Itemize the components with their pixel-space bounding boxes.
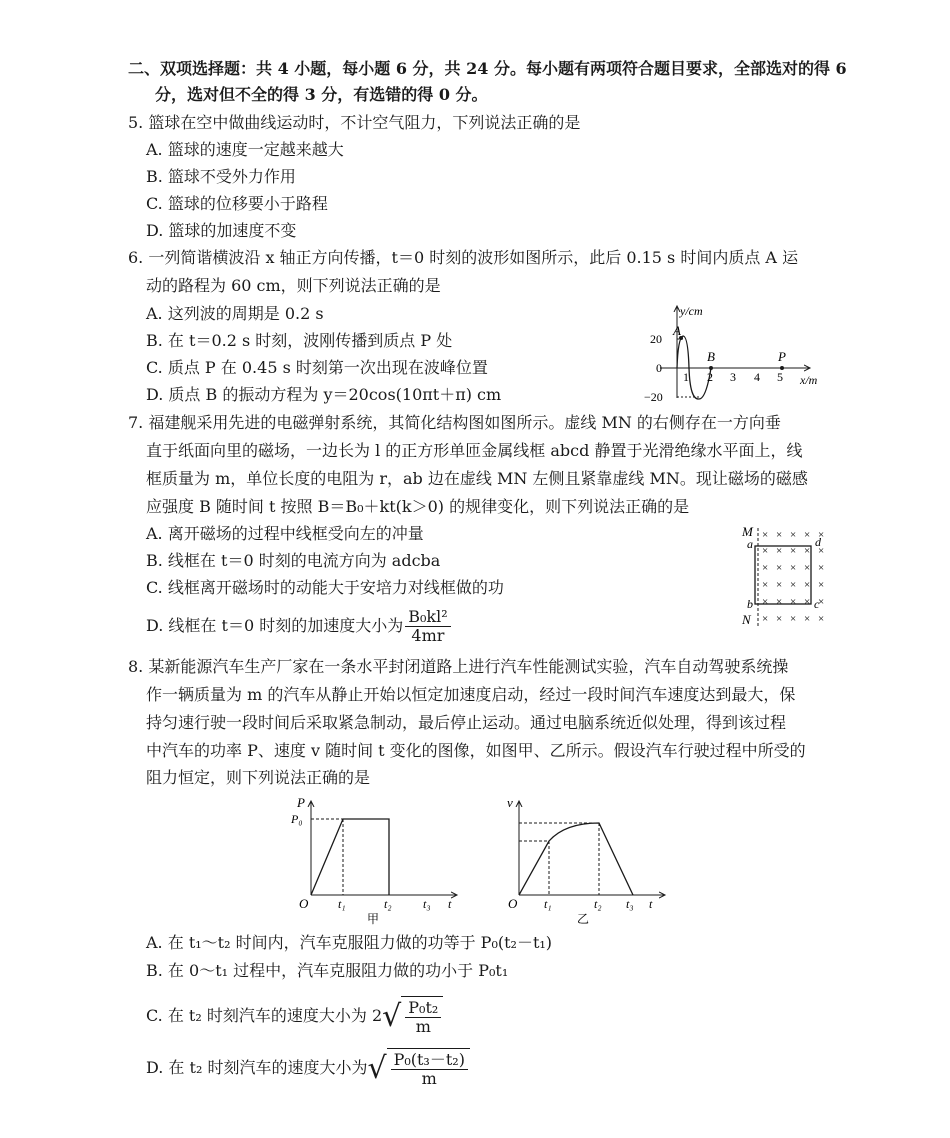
q6-ytick-neg20: −20 [644,390,663,404]
q7-label-c: c [814,597,820,611]
q8-stem-line4: 中汽车的功率 P、速度 v 随时间 t 变化的图像，如图甲、乙所示。假设汽车行驶过程中所受的 [146,741,806,760]
yi-t2-label: t₂ [594,897,602,911]
yi-origin: O [508,896,518,911]
q8-option-d [146,1048,470,1089]
q8-stem-line5: 阻力恒定，则下列说法正确的是 [146,768,371,787]
q8-option-d-denominator: m [421,1069,437,1088]
q7-option-d-prefix: D. 线框在 t＝0 时刻的加速度大小为 [146,616,404,635]
q7-stem-line3: 框质量为 m，单位长度的电阻为 r，ab 边在虚线 MN 左侧且紧靠虚线 MN。现让磁场的磁感 [146,469,808,488]
field-cross-mark: × [804,562,811,574]
q7-stem-line2: 直于纸面向里的磁场，一边长为 l 的正方形单匝金属线框 abcd 静置于光滑绝缘水平面上，线 [146,441,803,460]
field-cross-mark: × [762,613,769,625]
yi-velocity-curve [519,823,633,895]
q6-stem-line2: 动的路程为 60 cm，则下列说法正确的是 [146,276,441,295]
q6-xtick-4: 4 [754,370,760,384]
field-cross-mark: × [804,613,811,625]
q8-option-c-fraction [405,999,441,1036]
q6-xlabel: x/m [800,373,818,387]
jia-t2-label: t₂ [384,897,392,911]
q7-label-b: b [747,597,753,611]
field-cross-mark: × [818,562,825,574]
jia-power-curve [311,819,389,895]
q7-label-n: N [742,612,751,627]
section-header-line1: 二、双项选择题：共 4 小题，每小题 6 分，共 24 分。每小题有两项符合题目要求，全部选对的得 6 [128,59,847,78]
field-cross-mark: × [762,529,769,541]
q5-option-a: A. 篮球的速度一定越来越大 [146,140,344,159]
q7-stem-line4: 应强度 B 随时间 t 按照 B＝B₀＋kt(k＞0) 的规律变化，则下列说法正确的是 [146,497,690,516]
field-cross-mark: × [776,579,783,591]
q5-option-b: B. 篮球不受外力作用 [146,167,296,186]
q7-option-d-numerator: B₀kl² [405,608,450,627]
field-cross-mark: × [790,562,797,574]
q6-stem-line1: 6. 一列简谐横波沿 x 轴正方向传播，t＝0 时刻的波形如图所示，此后 0.15 s 时间内质点 A 运 [128,248,799,267]
yi-t1-label: t₁ [544,897,552,911]
q6-origin: 0 [656,361,662,375]
q6-xtick-3: 3 [730,370,736,384]
field-cross-mark: × [790,613,797,625]
jia-y-label: P [297,795,305,810]
q8-option-b: B. 在 0～t₁ 过程中，汽车克服阻力做的功小于 P₀t₁ [146,961,509,980]
q5-option-c: C. 篮球的位移要小于路程 [146,194,328,213]
q5-stem: 5. 篮球在空中做曲线运动时，不计空气阻力，下列说法正确的是 [128,113,581,132]
q6-ylabel: y/cm [680,304,703,318]
q6-label-b: B [707,349,715,364]
field-cross-mark: × [776,613,783,625]
field-cross-mark: × [818,613,825,625]
jia-caption: 甲 [367,912,380,925]
q8-option-d-sqrt: √ $\frac{\text{P₀(t₃－t₂)}}{m}$ [367,1048,469,1089]
yi-t-label: t [649,897,653,911]
q8-option-c-sqrt: √ $\frac{\text{P₀t₂}}{m}$ [382,996,443,1037]
q7-field-figure [738,524,838,630]
field-cross-mark: × [804,529,811,541]
q7-option-d [146,608,453,645]
field-cross-mark: × [818,529,825,541]
q6-xtick-2: 2 [707,370,713,384]
field-cross-mark: × [804,579,811,591]
field-cross-mark: × [776,545,783,557]
q7-option-d-fraction [405,608,450,645]
q8-option-d-prefix: D. 在 t₂ 时刻汽车的速度大小为 [146,1058,368,1077]
jia-t1-label: t₁ [338,897,346,911]
jia-t3-label: t₃ [423,897,431,911]
field-cross-mark: × [790,529,797,541]
field-cross-mark: × [776,562,783,574]
q7-label-a: a [747,537,753,551]
q8-figure-jia [285,795,465,925]
q6-label-p: P [778,349,786,364]
field-cross-mark: × [818,545,825,557]
q8-option-c-numerator: P₀t₂ [405,999,441,1018]
field-cross-mark: × [818,579,825,591]
field-cross-mark: × [776,529,783,541]
q8-option-d-numerator: P₀(t₃－t₂) [391,1051,468,1070]
field-cross-mark: × [818,596,825,608]
jia-p0-label: P₀ [291,812,303,826]
field-cross-mark: × [776,596,783,608]
yi-caption: 乙 [577,912,590,925]
field-cross-mark: × [762,579,769,591]
field-cross-mark: × [804,596,811,608]
q6-option-c: C. 质点 P 在 0.45 s 时刻第一次出现在波峰位置 [146,358,488,377]
field-cross-mark: × [790,545,797,557]
yi-t3-label: t₃ [626,897,634,911]
yi-y-label: v [507,795,513,810]
q6-point-p [780,366,784,370]
q6-option-a: A. 这列波的周期是 0.2 s [146,304,324,323]
field-cross-mark: × [804,545,811,557]
q7-option-a: A. 离开磁场的过程中线框受向左的冲量 [146,524,424,543]
field-cross-mark: × [790,579,797,591]
q7-option-d-denominator: 4mr [411,626,445,645]
q6-option-d: D. 质点 B 的振动方程为 y＝20cos(10πt＋π) cm [146,385,502,404]
q8-option-c-denominator: m [415,1017,431,1036]
q7-option-b: B. 线框在 t＝0 时刻的电流方向为 adcba [146,551,441,570]
section-header-line2: 分，选对但不全的得 3 分，有选错的得 0 分。 [155,85,488,104]
q7-label-m: M [742,524,753,539]
q5-option-d: D. 篮球的加速度不变 [146,221,297,240]
q6-label-a: A [673,323,681,338]
q8-option-d-fraction [391,1051,468,1088]
q6-ytick-20: 20 [650,332,662,346]
q6-xtick-5: 5 [777,370,783,384]
q7-label-d: d [815,535,821,549]
q8-figure-yi [505,795,685,925]
q8-option-c-prefix: C. 在 t₂ 时刻汽车的速度大小为 2 [146,1006,383,1025]
field-cross-mark: × [790,596,797,608]
q8-stem-line1: 8. 某新能源汽车生产厂家在一条水平封闭道路上进行汽车性能测试实验，汽车自动驾驶系统操 [128,657,789,676]
q6-option-b: B. 在 t＝0.2 s 时刻，波刚传播到质点 P 处 [146,331,453,350]
field-cross-mark: × [762,562,769,574]
q6-wave-figure [640,298,840,408]
q8-option-a: A. 在 t₁～t₂ 时间内，汽车克服阻力做的功等于 P₀(t₂－t₁) [146,933,553,952]
q6-xtick-1: 1 [683,370,689,384]
q8-stem-line2: 作一辆质量为 m 的汽车从静止开始以恒定加速度启动，经过一段时间汽车速度达到最大，保 [146,685,796,704]
field-cross-mark: × [762,596,769,608]
q8-option-c [146,996,443,1037]
field-cross-mark: × [762,545,769,557]
jia-t-label: t [448,897,452,911]
q8-stem-line3: 持匀速行驶一段时间后采取紧急制动，最后停止运动。通过电脑系统近似处理，得到该过程 [146,713,787,732]
q7-stem-line1: 7. 福建舰采用先进的电磁弹射系统，其简化结构图如图所示。虚线 MN 的右侧存在一方向垂 [128,413,781,432]
q6-point-b [709,366,713,370]
q7-option-c: C. 线框离开磁场时的动能大于安培力对线框做的功 [146,578,504,597]
jia-origin: O [299,896,309,911]
